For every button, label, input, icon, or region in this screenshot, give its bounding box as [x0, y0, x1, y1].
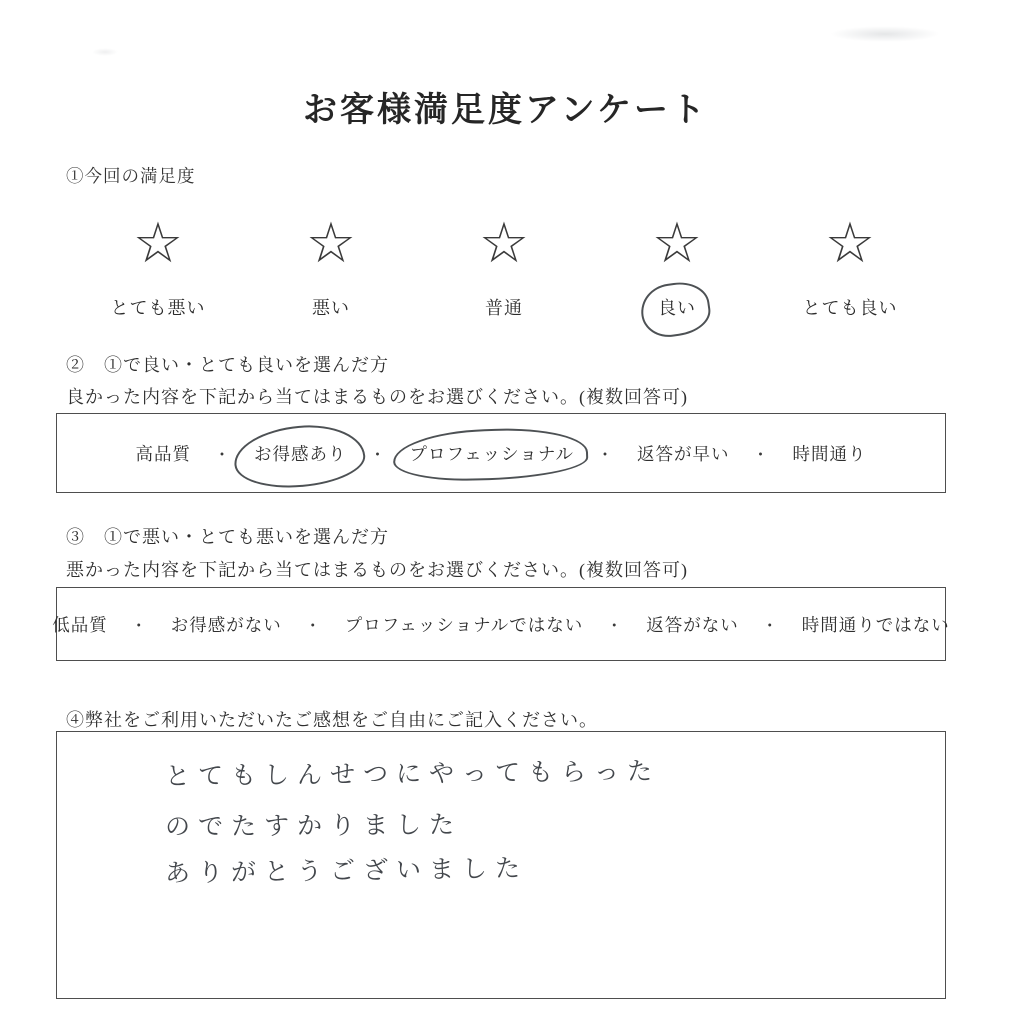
handwritten-circle-good	[638, 278, 714, 340]
option-not-professional[interactable]: プロフェッショナルではない	[344, 614, 584, 635]
option-separator: ・	[752, 446, 770, 464]
option-low-quality[interactable]: 低品質	[52, 614, 108, 635]
rating-option-normal[interactable]	[424, 292, 584, 322]
option-separator: ・	[596, 446, 614, 464]
star-cell-bad	[251, 208, 411, 280]
rating-stars-row	[78, 208, 930, 280]
option-professional[interactable]	[406, 439, 578, 468]
star-cell-good	[597, 208, 757, 280]
question-1-label: ①今回の満足度	[66, 166, 196, 186]
rating-label: 普通	[485, 298, 523, 318]
option-separator: ・	[606, 617, 624, 635]
rating-label: 良い	[656, 292, 698, 322]
star-icon[interactable]: ☆	[305, 211, 357, 276]
rating-labels-row	[78, 292, 930, 322]
free-comment-box[interactable]	[56, 731, 946, 999]
star-cell-normal	[424, 208, 584, 280]
option-separator: ・	[369, 446, 387, 464]
option-label: お得感あり	[254, 443, 347, 464]
handwritten-response-line-1: とてもしんせつにやってもらった	[164, 756, 661, 791]
question-2-heading: ② ①で良い・とても良いを選んだ方	[66, 355, 389, 375]
rating-option-good[interactable]	[597, 292, 757, 322]
question-2-option-box	[56, 413, 946, 493]
question-3-instruction: 悪かった内容を下記から当てはまるものをお選びください。(複数回答可)	[66, 560, 688, 580]
question-3-option-box	[52, 587, 950, 661]
option-no-reply[interactable]: 返答がない	[646, 614, 739, 635]
star-cell-very-bad	[78, 208, 238, 280]
option-good-value[interactable]	[250, 439, 351, 468]
option-no-value[interactable]: お得感がない	[170, 614, 282, 635]
option-separator: ・	[304, 617, 322, 635]
star-icon[interactable]: ☆	[132, 211, 184, 276]
rating-option-very-good[interactable]	[770, 292, 930, 322]
star-cell-very-good	[770, 208, 930, 280]
question-2-options	[132, 439, 871, 468]
option-on-time[interactable]: 時間通り	[792, 443, 867, 464]
star-icon[interactable]: ☆	[478, 211, 530, 276]
option-not-on-time[interactable]: 時間通りではない	[801, 614, 950, 635]
question-3-options	[48, 610, 953, 639]
scan-smudge	[92, 48, 118, 56]
rating-option-very-bad[interactable]	[78, 292, 238, 322]
option-high-quality[interactable]: 高品質	[135, 443, 192, 464]
handwritten-response-line-3: ありがとうございました	[164, 853, 529, 888]
option-separator: ・	[761, 617, 779, 635]
rating-option-bad[interactable]	[251, 292, 411, 322]
star-icon[interactable]: ☆	[651, 211, 703, 276]
option-separator: ・	[130, 617, 148, 635]
rating-label: とても良い	[802, 298, 898, 318]
handwritten-response-line-2: のでたすかりました	[164, 809, 463, 842]
option-fast-reply[interactable]: 返答が早い	[636, 443, 730, 464]
star-icon[interactable]: ☆	[824, 211, 876, 276]
rating-label: 悪い	[312, 298, 350, 318]
question-3-heading: ③ ①で悪い・とても悪いを選んだ方	[66, 527, 389, 547]
option-label: プロフェッショナル	[409, 443, 574, 464]
question-4-heading: ④弊社をご利用いただいたご感想をご自由にご記入ください。	[66, 710, 598, 730]
rating-label: とても悪い	[110, 298, 206, 318]
scan-smudge	[830, 26, 940, 42]
page-title: お客様満足度アンケート	[303, 92, 708, 129]
option-separator: ・	[214, 446, 232, 464]
question-2-instruction: 良かった内容を下記から当てはまるものをお選びください。(複数回答可)	[66, 387, 688, 407]
